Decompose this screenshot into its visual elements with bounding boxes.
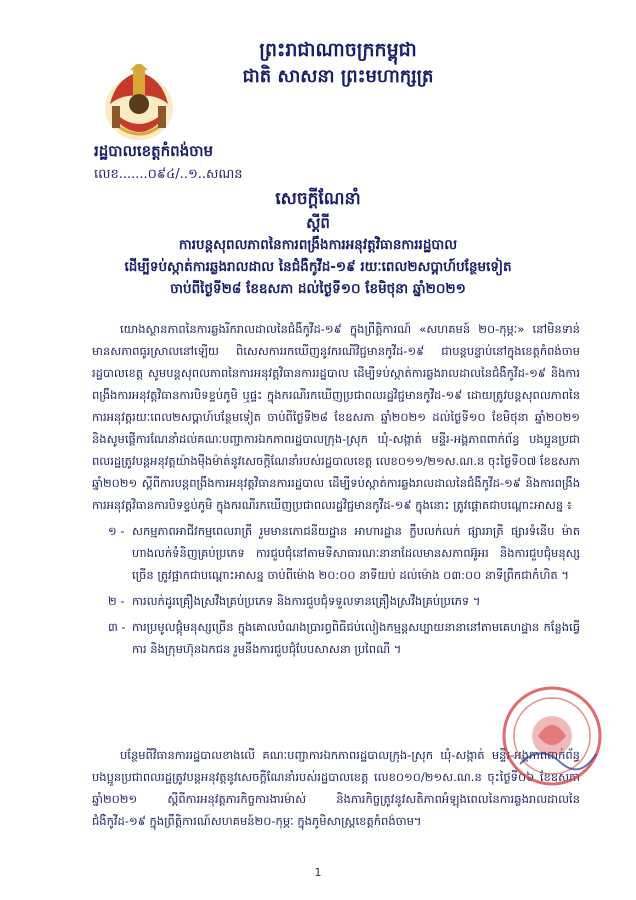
about-label: ស្តីពី — [306, 214, 330, 232]
list-item-number: ២ - — [108, 594, 125, 608]
closing-paragraph: បន្ថែមពីវិធានការរដ្ឋបាលខាងលើ គណៈបញ្ជាការឯកភាពរដ្ឋបាលក្រុង-ស្រុក ឃុំ-សង្កាត់ មន្ទីរ-អង្គភាពពាក់ព័ន្ធ បងប្អូនប្រជាពលរដ្ឋត្រូវបន្តអនុវត្តនូវសេចក្តីណែនាំរបស់រដ្ឋបាលខេត្ត លេខ០១០/២១ស.ណ.ន ចុះថ្ងៃទី០៦ ខែឧសភា ឆ្នាំ២០២១ ស្តីពីការអនុវត្តភារកិច្ចការងារម៉ាស់ និងភារកិច្ចត្រូវនូវសតិភាពអំឡុងពេលនៃការឆ្លងរាលដាលនៃជំងឺកូវីដ-១៩ ក្នុងព្រឹត្តិការណ៍សហគមន៍២០-កុម្ភៈ ក្នុងភូមិសាស្ត្រខេត្តកំពង់ចាម។ — [92, 747, 580, 828]
list-item-2 — [92, 590, 580, 612]
reference-number: លេខ.......០៩៤/..១..សណន — [94, 167, 243, 182]
kingdom-title: ព្រះរាជាណាចក្រកម្ពុជា — [259, 39, 417, 61]
royal-coat-of-arms-emblem — [96, 64, 182, 144]
intro-paragraph: យោងស្ថានភាពនៃការឆ្លងរីករាលដាលនៃជំងឺកូវីដ-១៩ ក្នុងព្រឹត្តិការណ៍ «សហគមន៍ ២០-កុម្ភៈ» នៅមិនទាន់មានសភាពធូរស្រាលនៅឡើយ ពិសេសការរកឃើញនូវករណីវិជ្ជមានកូវីដ-១៩ ជាបន្តបន្ទាប់នៅក្នុងខេត្តកំពង់ចាម រដ្ឋបាលខេត្ត សូមបន្តសុពលភាពនៃការអនុវត្តវិធានការរដ្ឋបាល ដើម្បីទប់ស្កាត់ការឆ្លងរាលដាលនៃជំងឺកូវីដ-១៩ និងការពង្រឹងការអនុវត្តវិធានការបិទខ្ទប់ភូមិ ឬផ្ទះ ក្នុងករណីរកឃើញប្រជាពលរដ្ឋវិជ្ជមានកូវីដ-១៩ ដោយត្រូវបន្តសុពលភាពនៃការអនុវត្តរយៈពេល២សប្តាហ៍បន្ថែមទៀត ចាប់ពីថ្ងៃទី២៨ ខែឧសភា ឆ្នាំ២០២១ ដល់ថ្ងៃទី១០ ខែមិថុនា ឆ្នាំ២០២១ និងសូមផ្តើការណែនាំដល់គណៈបញ្ជាការឯកភាពរដ្ឋបាលក្រុង-ស្រុក ឃុំ-សង្កាត់ មន្ទីរ-អង្គភាពពាក់ព័ន្ធ បងប្អូនប្រជាពលរដ្ឋត្រូវបន្តអនុវត្តយ៉ាងម៉ឺងម៉ាត់នូវសេចក្តីណែនាំរបស់រដ្ឋបាលខេត្ត លេខ០១១/២១ស.ណ.ន ចុះថ្ងៃទី០៧ ខែឧសភា ឆ្នាំ២០២១ ស្តីពីការបន្តពង្រឹងការអនុវត្តវិធានការរដ្ឋបាល ដើម្បីទប់ស្កាត់ការឆ្លងរាលដាលនៃជំងឺកូវីដ-១៩ និងការពង្រឹងការអនុវត្តវិធានការបិទខ្ទប់ភូមិ ក្នុងករណីរកឃើញប្រជាពលរដ្ឋវិជ្ជមានកូវីដ-១៩ ក្នុងនោះ ត្រូវផ្តោតជាបណ្តោះអាសន្ន ៖ — [92, 322, 580, 512]
list-item-text: ការប្រមូលផ្តុំមនុស្សច្រើន ក្នុងគោលបំណងប្រារព្ធពិធីជប់លៀងកម្មន្តសប្បាយនានានៅតាមគេហដ្ឋាន កន្លែងធ្វើការ និងក្រុមហ៊ុនឯកជន រួមនឹងការជួបជុំបែបសាសនា ប្រពៃណី ។ — [132, 620, 580, 656]
document-type-title: សេចក្តីណែនាំ — [275, 189, 361, 209]
issuing-authority: រដ្ឋបាលខេត្តកំពង់ចាម — [94, 142, 214, 160]
subject-line-3: ចាប់ពីថ្ងៃទី២៨ ខែឧសភា ដល់ថ្ងៃទី១០ ខែមិថុនា ឆ្នាំ២០២១ — [170, 281, 466, 297]
list-item-number: ៣ - — [108, 620, 126, 634]
list-item-3 — [92, 616, 580, 660]
kingdom-motto: ជាតិ សាសនា ព្រះមហាក្សត្រ — [242, 66, 434, 87]
document-body — [92, 318, 580, 660]
list-item-text: ការលក់ដូរគ្រឿងស្រវឹងគ្រប់ប្រភេទ និងការជួបជុំទទួលទានគ្រឿងស្រវឹងគ្រប់ប្រភេទ ។ — [132, 594, 481, 608]
subject-line-2: ដើម្បីទប់ស្កាត់ការឆ្លងរាលដាល នៃជំងឺកូវីដ-១៩ រយៈពេល២សប្តាហ៍បន្ថែមទៀត — [124, 259, 512, 275]
list-item-text: សកម្មភាពអាជីវកម្មពេលរាត្រី រួមមានភោជនីយដ្ឋាន អាហារដ្ឋាន ក្លឹបលក់លក់ ផ្សាររាត្រី ផ្សារទំនើប ម៉ាត ហាងលក់ទំនិញគ្រប់ប្រភេទ ការជួបជុំនៅតាមទីសាធារណៈនានាដែលមានសភាពអ៊ូអរ និងការជួបជុំមនុស្សច្រើន ត្រូវផ្អាកជាបណ្តោះអាសន្ន ចាប់ពីម៉ោង ២០:០០ នាទីយប់ ដល់ម៉ោង ០៣:០០ នាទីព្រឹកជាកំហិត ។ — [132, 524, 580, 582]
list-item-number: ១ - — [108, 524, 125, 538]
list-item-1 — [92, 520, 580, 586]
official-red-seal-stamp — [500, 684, 604, 788]
page-number: 1 — [314, 866, 322, 879]
subject-line-1: ការបន្តសុពលភាពនៃការពង្រឹងការអនុវត្តវិធានការរដ្ឋបាល — [178, 237, 458, 253]
